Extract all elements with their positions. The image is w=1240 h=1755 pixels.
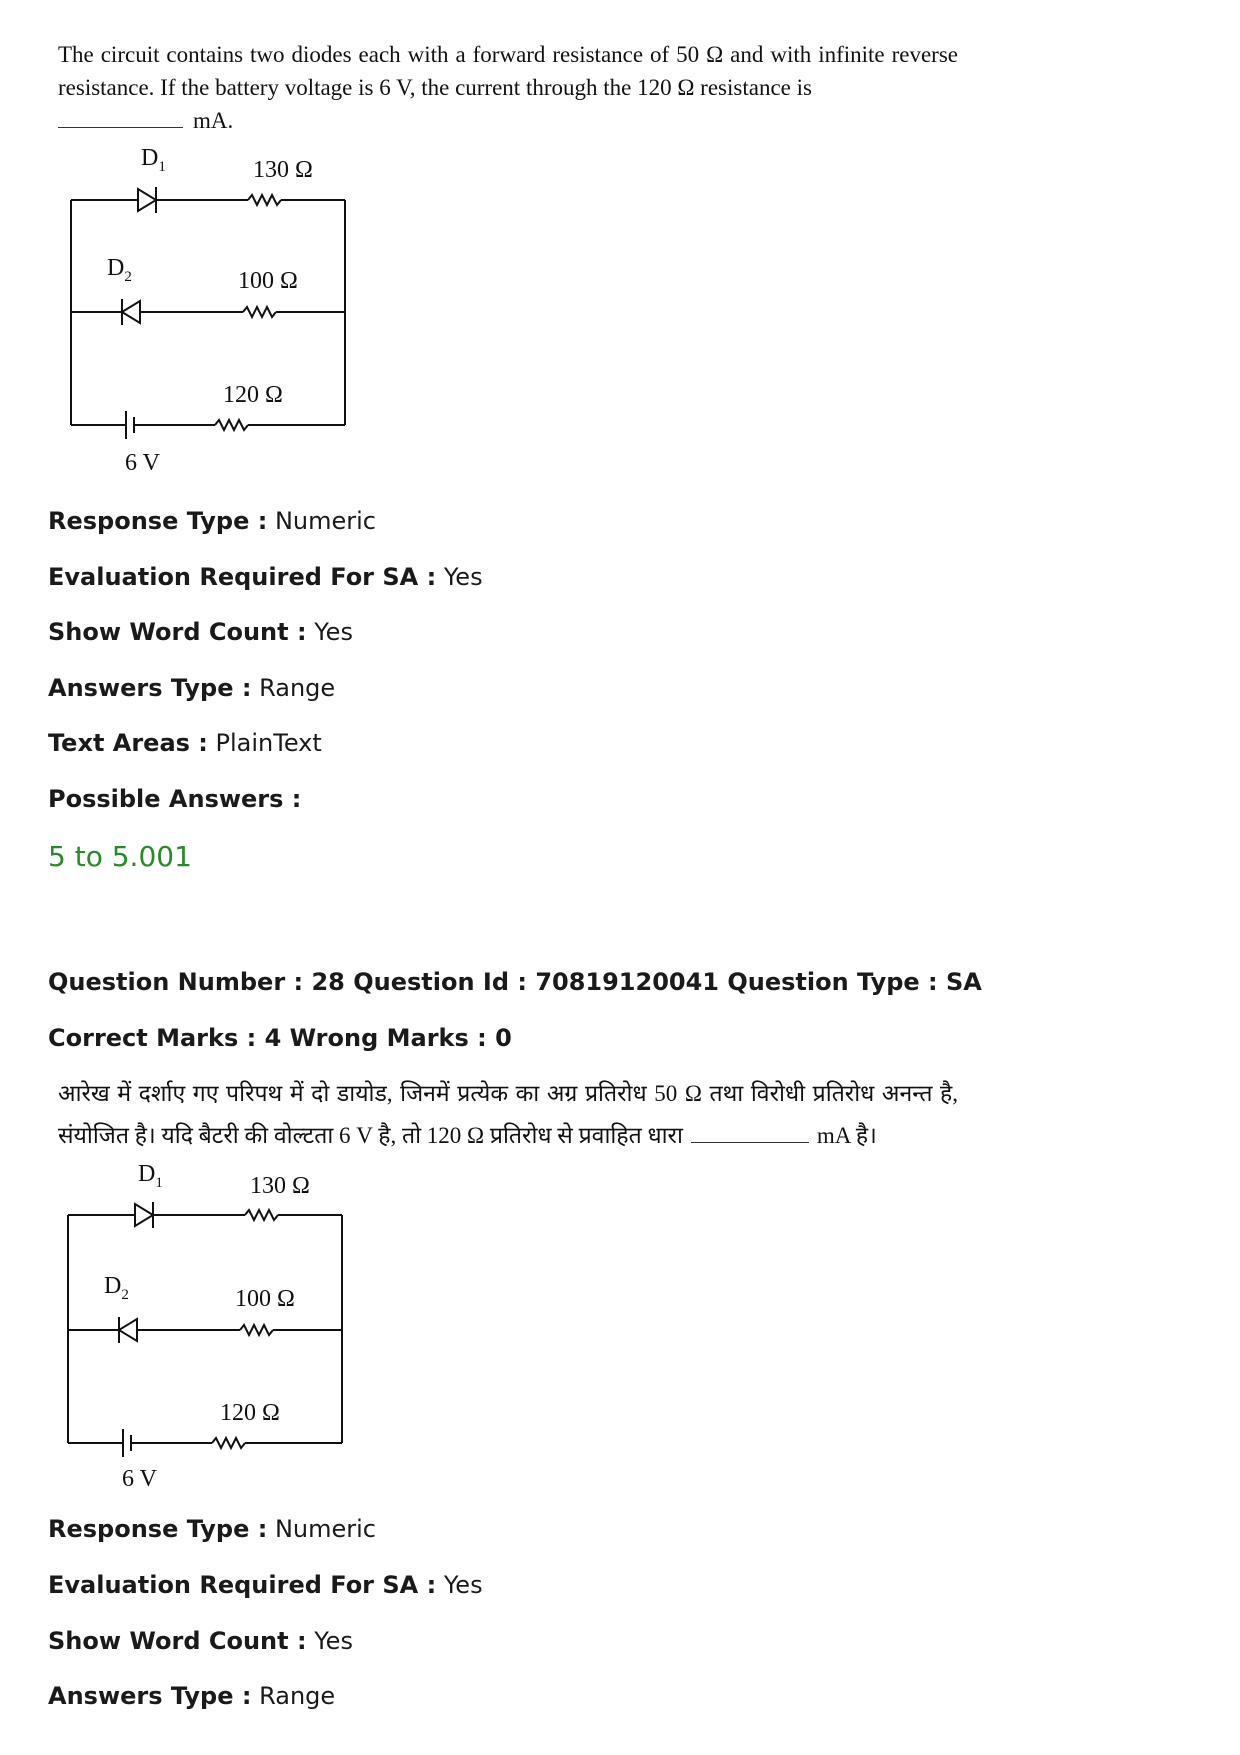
field-show-word-count-28: Show Word Count : Yes: [48, 1627, 353, 1655]
battery-label: 6 V: [125, 450, 160, 470]
question-text-hindi-part1: आरेख में दर्शाए गए परिपथ में दो डायोड, जिनमें प्रत्येक का अग्र प्रतिरोध 50 Ω तथा विरोधी प्रतिरोध अनन्त है, संयोजित है। यदि बैटरी की वोल्टता 6 V है, तो 120 Ω प्रतिरोध से प्रवाहित धारा: [58, 1081, 958, 1148]
question-header: Question Number : 28 Question Id : 70819120041 Question Type : SA: [48, 968, 982, 996]
battery-label-hindi: 6 V: [122, 1466, 157, 1490]
diode2-label: $D_2$: [107, 255, 132, 285]
field-text-areas: Text Areas : PlainText: [48, 729, 322, 757]
field-response-type-28: Response Type : Numeric: [48, 1515, 376, 1543]
circuit-diagram: [55, 140, 375, 470]
answer-blank: [58, 107, 183, 128]
circuit-diagram-hindi: [52, 1160, 372, 1490]
diode1-label: $D_1$: [141, 145, 166, 175]
field-show-word-count: Show Word Count : Yes: [48, 618, 353, 646]
answer-blank-hindi: [691, 1122, 809, 1143]
question-text-hindi: [58, 1073, 958, 1157]
resistor-120-label: 120 Ω: [223, 382, 283, 408]
diode1-label-hindi: $D_1$: [138, 1161, 163, 1191]
resistor-130-label: 130 Ω: [253, 157, 313, 183]
question-text-part1: The circuit contains two diodes each with a forward resistance of 50 Ω and with infinite reverse resistance. If the battery voltage is 6 V, the current through the 120 Ω resistance is: [58, 42, 958, 100]
resistor-100-label: 100 Ω: [238, 268, 298, 294]
resistor-120-label-hindi: 120 Ω: [220, 1400, 280, 1426]
question-text-unit: mA.: [193, 108, 234, 133]
question-text-english: [58, 38, 958, 137]
field-possible-answers: Possible Answers :: [48, 785, 302, 813]
field-answers-type: Answers Type : Range: [48, 674, 336, 702]
field-evaluation-required: Evaluation Required For SA : Yes: [48, 563, 483, 591]
question-marks: Correct Marks : 4 Wrong Marks : 0: [48, 1024, 512, 1052]
diode2-label-hindi: $D_2$: [104, 1273, 129, 1303]
field-answers-type-28: Answers Type : Range: [48, 1682, 336, 1710]
field-response-type: Response Type : Numeric: [48, 507, 376, 535]
question-text-hindi-unit: mA है।: [816, 1123, 877, 1148]
field-evaluation-required-28: Evaluation Required For SA : Yes: [48, 1571, 483, 1599]
possible-answer-value: 5 to 5.001: [48, 840, 192, 873]
resistor-100-label-hindi: 100 Ω: [235, 1286, 295, 1312]
resistor-130-label-hindi: 130 Ω: [250, 1173, 310, 1199]
